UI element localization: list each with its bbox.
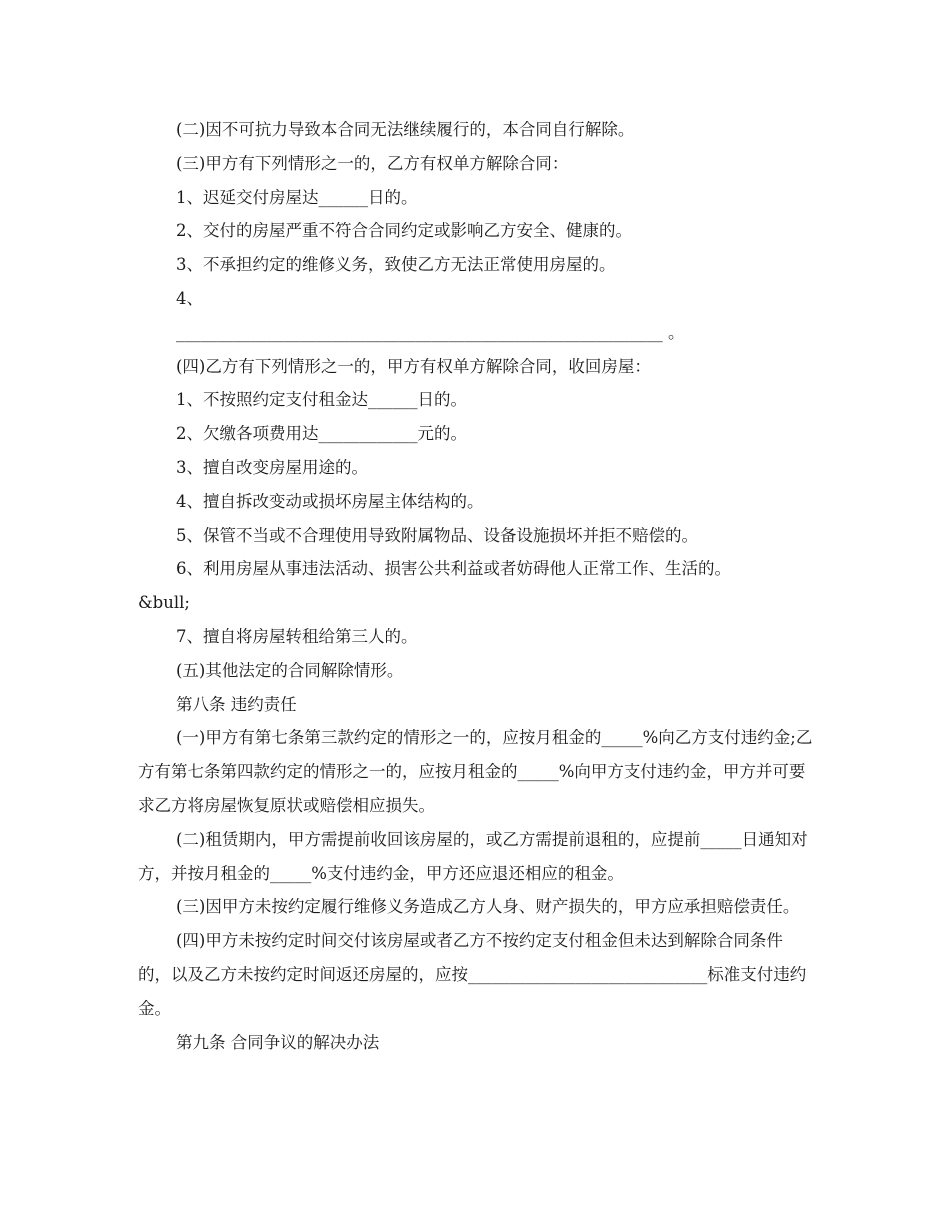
clause-7-3: (三)甲方有下列情形之一的，乙方有权单方解除合同： (176, 153, 569, 173)
clause-7-4-item-1: 1、不按照约定支付租金达______日的。 (176, 390, 467, 410)
clause-7-3-item-4: 4、 (176, 288, 203, 308)
clause-7-3-item-4-blank: ___________________________________________________________ 。 (176, 322, 685, 342)
clause-7-3-item-1: 1、迟延交付房屋达______日的。 (176, 187, 418, 207)
article-9-heading: 第九条 合同争议的解决办法 (176, 1032, 380, 1052)
document-body (138, 113, 814, 1059)
clause-8-1: (一)甲方有第七条第三款约定的情形之一的，应按月租金的_____%向乙方支付违约金;乙方有第七条第四款约定的情形之一的，应按月租金的_____%向甲方支付违约金，甲方并可要求乙方将房屋恢复原状或赔偿相应损失。 (138, 728, 813, 815)
clause-8-3: (三)因甲方未按约定履行维修义务造成乙方人身、财产损失的，甲方应承担赔偿责任。 (176, 897, 800, 917)
clause-7-3-item-3: 3、不承担约定的维修义务，致使乙方无法正常使用房屋的。 (176, 255, 616, 275)
clause-7-4-item-5: 5、保管不当或不合理使用导致附属物品、设备设施损坏并拒不赔偿的。 (176, 525, 698, 545)
clause-7-4-item-3: 3、擅自改变房屋用途的。 (176, 457, 368, 477)
stray-entity-text: &bull; (138, 593, 190, 613)
clause-7-2: (二)因不可抗力导致本合同无法继续履行的，本合同自行解除。 (176, 120, 635, 139)
clause-7-4-item-4: 4、擅自拆改变动或损坏房屋主体结构的。 (176, 491, 484, 511)
clause-7-5: (五)其他法定的合同解除情形。 (176, 660, 404, 680)
clause-7-4: (四)乙方有下列情形之一的，甲方有权单方解除合同，收回房屋： (176, 356, 651, 376)
clause-8-4: (四)甲方未按约定时间交付该房屋或者乙方不按约定支付租金但未达到解除合同条件的，以及乙方未按约定时间返还房屋的，应按_____________________________标准支付违约金。 (138, 931, 807, 1018)
clause-7-4-item-2: 2、欠缴各项费用达____________元的。 (176, 424, 467, 444)
article-8-heading: 第八条 违约责任 (176, 694, 297, 714)
clause-8-2: (二)租赁期内，甲方需提前收回该房屋的，或乙方需提前退租的，应提前_____日通知对方，并按月租金的_____%支付违约金，甲方还应退还相应的租金。 (138, 829, 808, 883)
clause-7-4-item-6: 6、利用房屋从事违法活动、损害公共利益或者妨碍他人正常工作、生活的。 (176, 559, 731, 579)
clause-7-3-item-2: 2、交付的房屋严重不符合合同约定或影响乙方安全、健康的。 (176, 221, 632, 241)
clause-7-4-item-7: 7、擅自将房屋转租给第三人的。 (176, 626, 418, 646)
